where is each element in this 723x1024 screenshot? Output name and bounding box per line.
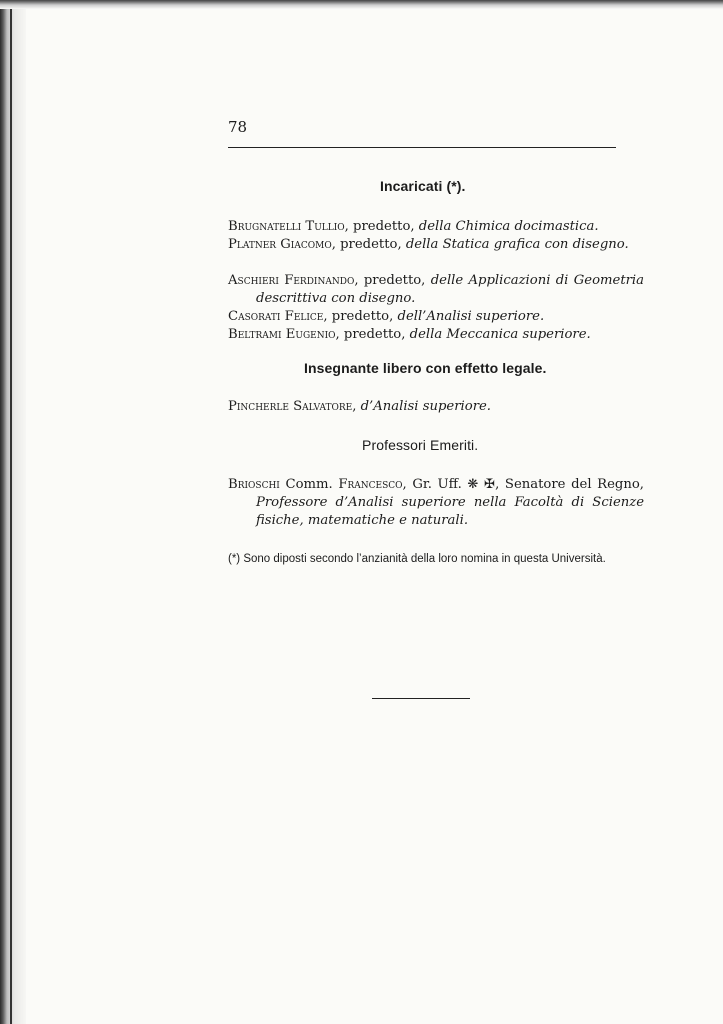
entry-separator: , predetto, bbox=[344, 219, 419, 234]
entry-title: Comm. bbox=[279, 477, 339, 492]
entry-casorati bbox=[228, 308, 644, 326]
heading-insegnante: Insegnante libero con effetto legale. bbox=[304, 360, 547, 376]
entry-subject: della Meccanica superiore. bbox=[409, 327, 591, 342]
entry-aschieri bbox=[228, 272, 644, 308]
entry-subject: Professore d’Analisi superiore nella Facoltà di Scienze fisiche, matematiche e naturali. bbox=[256, 495, 644, 528]
entry-name: Casorati Felice bbox=[228, 309, 324, 324]
top-page-edge bbox=[0, 0, 723, 9]
entry-first-name: Francesco bbox=[338, 477, 403, 492]
entry-platner bbox=[228, 236, 644, 254]
entry-brugnatelli bbox=[228, 218, 644, 236]
entry-name: Brioschi bbox=[228, 477, 280, 492]
entry-separator: , predetto, bbox=[335, 327, 410, 342]
entry-name: Brugnatelli Tullio bbox=[228, 219, 345, 234]
entry-separator: , predetto, bbox=[354, 273, 431, 288]
entry-separator: , predetto, bbox=[331, 237, 406, 252]
heading-incaricati: Incaricati (*). bbox=[380, 178, 466, 194]
entry-subject: della Chimica docimastica. bbox=[418, 219, 599, 234]
entry-subject: d’Analisi superiore. bbox=[360, 399, 491, 414]
entry-separator: , bbox=[352, 399, 361, 414]
entry-name: Beltrami Eugenio bbox=[228, 327, 336, 342]
entry-name: Pincherle Salvatore bbox=[228, 399, 353, 414]
end-rule bbox=[372, 698, 470, 699]
footnote: (*) Sono diposti secondo l’anzianità della loro nomina in questa Università. bbox=[228, 553, 606, 565]
page-number: 78 bbox=[228, 118, 248, 136]
entry-subject: delle Applicazioni di Geometria descrittiva con disegno. bbox=[256, 273, 645, 306]
entry-honors: , Gr. Uff. ❋ ✠, Senatore del Regno, bbox=[402, 477, 644, 492]
binding-edge bbox=[10, 0, 12, 1024]
entry-separator: , predetto, bbox=[323, 309, 398, 324]
book-spine-shadow bbox=[0, 0, 26, 1024]
entry-name: Aschieri Ferdinando bbox=[228, 273, 355, 288]
entry-beltrami bbox=[228, 326, 644, 344]
entry-subject: dell’Analisi superiore. bbox=[397, 309, 545, 324]
entry-name: Platner Giacomo bbox=[228, 237, 332, 252]
heading-emeriti: Professori Emeriti. bbox=[362, 437, 479, 453]
entry-subject: della Statica grafica con disegno. bbox=[405, 237, 629, 252]
entry-brioschi bbox=[228, 476, 644, 530]
header-rule bbox=[228, 147, 616, 148]
entry-pincherle bbox=[228, 398, 644, 416]
